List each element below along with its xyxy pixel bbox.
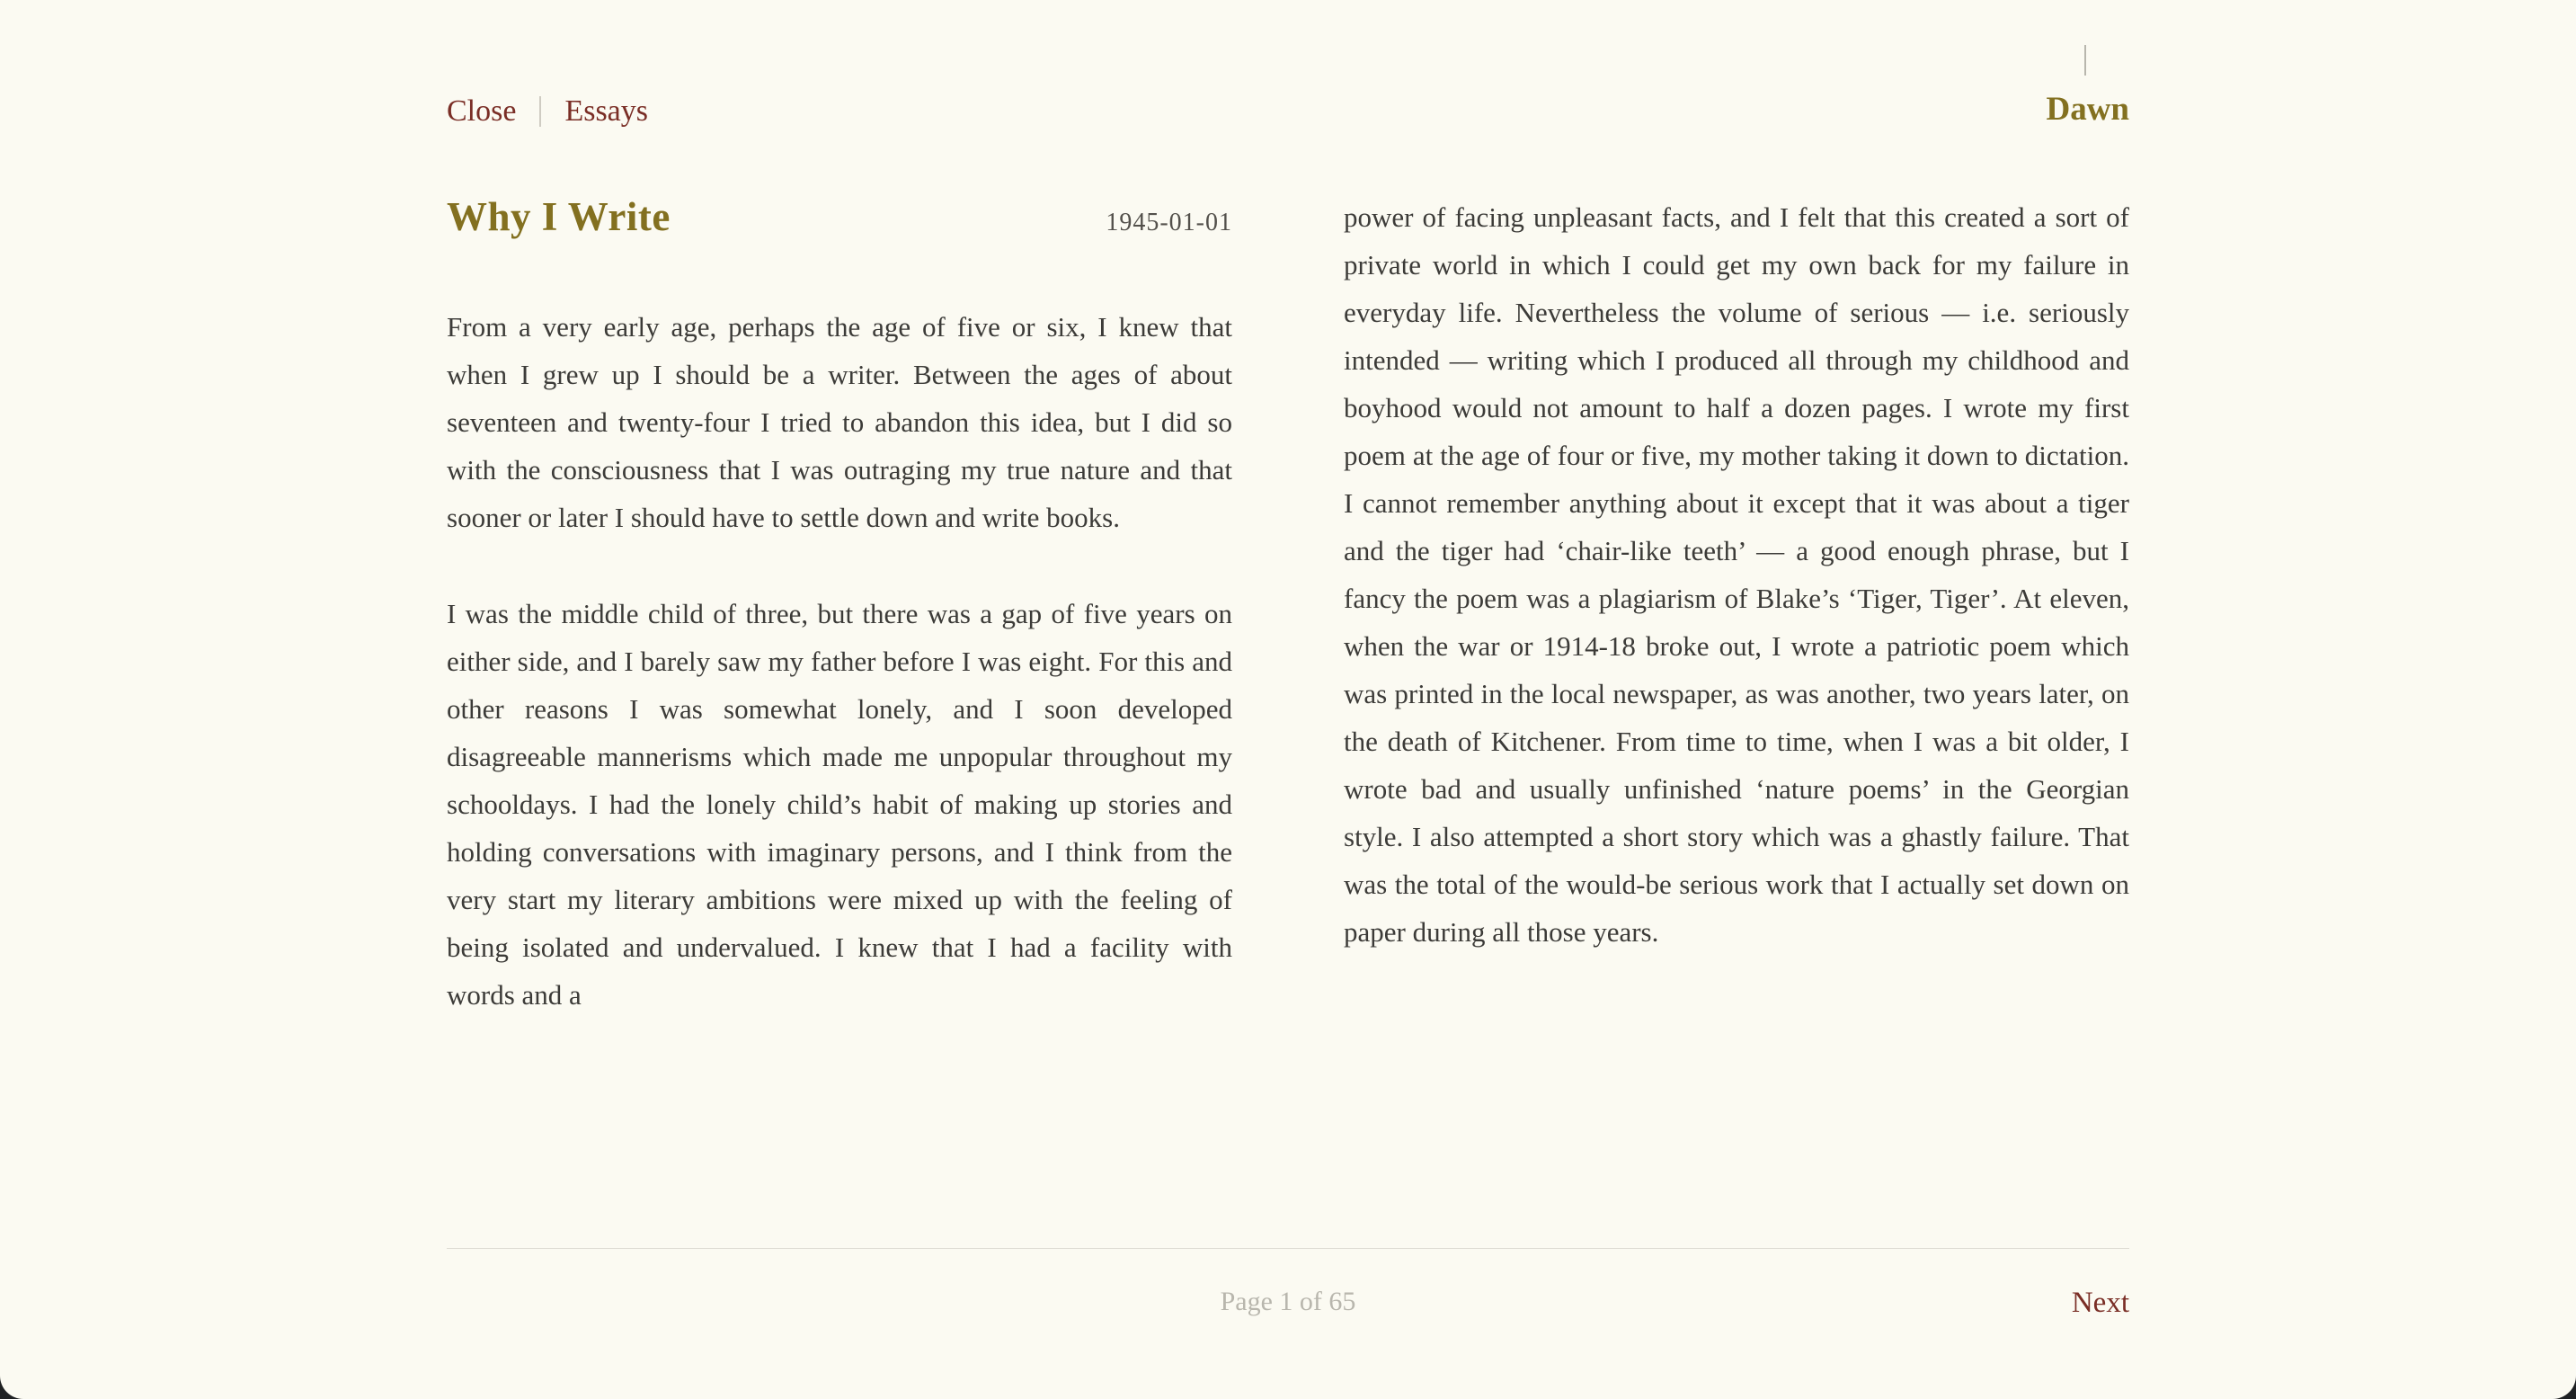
- cursor-tick: [2084, 45, 2086, 76]
- top-bar: [447, 0, 2129, 129]
- page-indicator: Page 1 of 65: [1220, 1287, 1356, 1316]
- close-link[interactable]: Close: [447, 94, 517, 128]
- essay-title: Why I Write: [447, 194, 671, 239]
- pager-row: [447, 1287, 2129, 1328]
- essays-link[interactable]: Essays: [564, 94, 649, 128]
- next-button[interactable]: Next: [2071, 1287, 2129, 1319]
- title-row: [447, 193, 1232, 240]
- content-container: [447, 0, 2129, 1319]
- nav-divider: [539, 96, 541, 127]
- top-nav: [447, 94, 648, 129]
- essay-column-1: [447, 193, 1232, 1019]
- pager: [447, 1248, 2129, 1328]
- essay-body: [447, 193, 2129, 1019]
- essay-date: 1945-01-01: [1106, 209, 1232, 236]
- essay-paragraph-3: power of facing unpleasant facts, and I felt that this created a sort of private world in which I could get my own back for my failure in everyday life. Nevertheless the volume of serious — i.e. seriously intended — writing which I produced all through my childhood and boyhood would not amount to half a dozen pages. I wrote my first poem at the age of four or five, my mother taking it down to dictation. I cannot remember anything about it except that it was about a tiger and the tiger had ‘chair-like teeth’ — a good enough phrase, but I fancy the poem was a plagiarism of Blake’s ‘Tiger, Tiger’. At eleven, when the war or 1914-18 broke out, I wrote a patriotic poem which was printed in the local newspaper, as was another, two years later, on the death of Kitchener. From time to time, when I was a bit older, I wrote bad and usually unfinished ‘nature poems’ in the Georgian style. I also attempted a short story which was a ghastly failure. That was the total of the would-be serious work that I actually set down on paper during all those years.: [1344, 201, 2129, 948]
- theme-toggle-wrap: [2046, 90, 2129, 129]
- essay-column-2: [1344, 193, 2129, 1019]
- essay-paragraph-1: From a very early age, perhaps the age of five or six, I knew that when I grew up I should be a writer. Between the ages of about seventeen and twenty-four I tried to abandon this idea, but I did so with the consciousness that I was outraging my true nature and that sooner or later I should have to settle down and write books.: [447, 311, 1232, 533]
- theme-toggle-link[interactable]: Dawn: [2046, 91, 2129, 128]
- essay-paragraph-2: I was the middle child of three, but there was a gap of five years on either side, and I barely saw my father before I was eight. For this and other reasons I was somewhat lonely, and I soon developed disagreeable mannerisms which made me unpopular throughout my schooldays. I had the lonely child’s habit of making up stories and holding conversations with imaginary persons, and I think from the very start my literary ambitions were mixed up with the feeling of being isolated and undervalued. I knew that I had a facility with words and a: [447, 598, 1232, 1011]
- footer-rule: [447, 1248, 2129, 1249]
